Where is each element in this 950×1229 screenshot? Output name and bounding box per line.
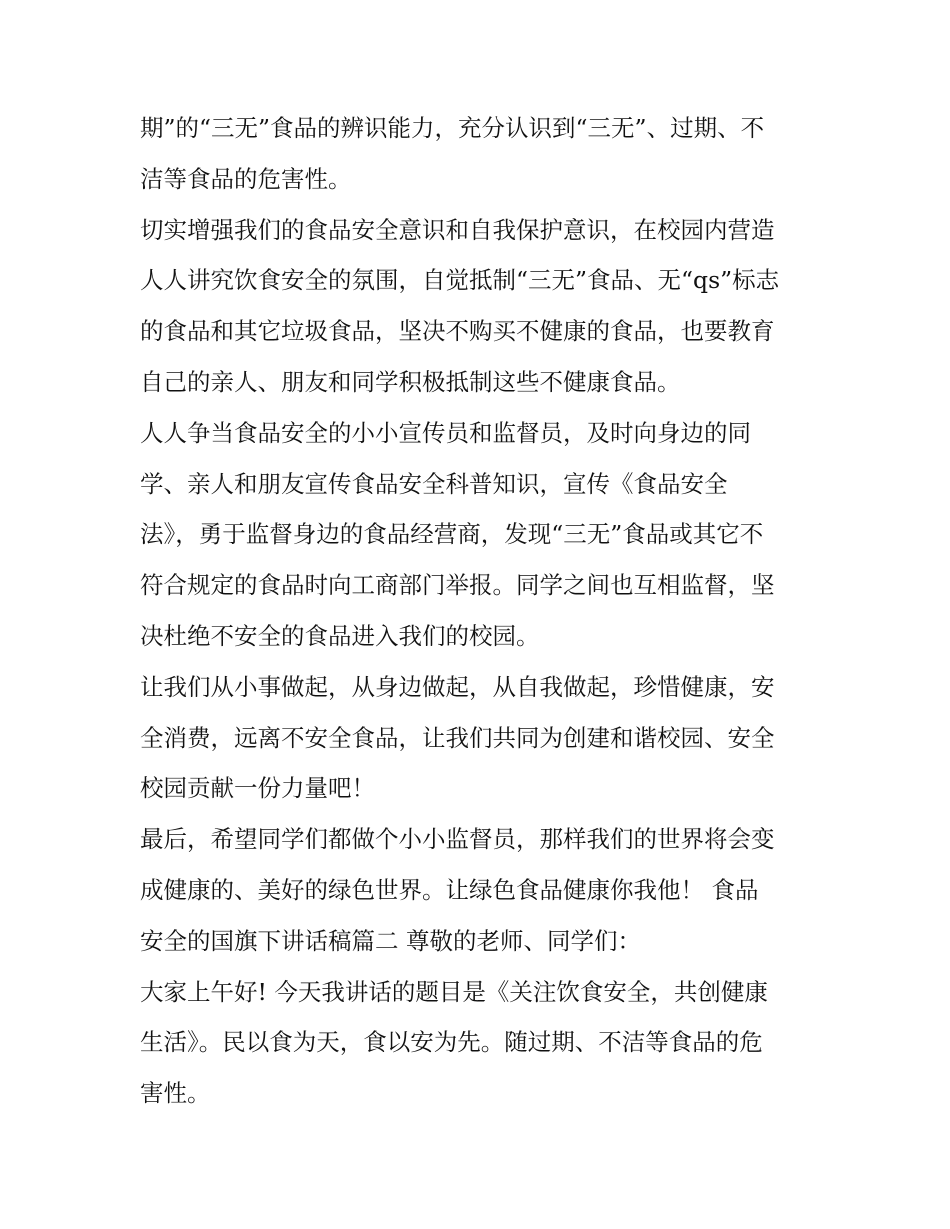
text-line-19: 生活》。民以食为天，食以安为先。随过期、不洁等食品的危 — [140, 1028, 763, 1057]
text-line-1: 期”的“三无”食品的辨识能力，充分认识到“三无”、过期、不 — [140, 114, 765, 142]
text-line-3: 切实增强我们的食品安全意识和自我保护意识，在校园内营造 — [140, 215, 775, 244]
text-line-8: 学、亲人和朋友宣传食品安全科普知识，宣传《食品安全 — [140, 469, 728, 498]
text-line-9: 法》，勇于监督身边的食品经营商，发现“三无”食品或其它不 — [140, 520, 764, 549]
text-line-2: 洁等食品的危害性。 — [140, 164, 352, 193]
text-line-10: 符合规定的食品时向工商部门举报。同学之间也互相监督，坚 — [140, 571, 775, 600]
text-line-20: 害性。 — [140, 1079, 211, 1108]
text-line-14: 校园贡献一份力量吧！ — [140, 774, 375, 803]
text-line-6: 自己的亲人、朋友和同学积极抵制这些不健康食品。 — [140, 367, 681, 396]
text-line-5: 的食品和其它垃圾食品，坚决不购买不健康的食品，也要教育 — [140, 317, 775, 346]
text-line-16: 成健康的、美好的绿色世界。让绿色食品健康你我他！ 食品 — [140, 875, 759, 904]
text-line-12: 让我们从小事做起，从身边做起，从自我做起，珍惜健康，安 — [140, 672, 775, 701]
text-line-4: 人人讲究饮食安全的氛围，自觉抵制“三无”食品、无“qs”标志 — [140, 266, 780, 295]
text-line-11: 决杜绝不安全的食品进入我们的校园。 — [140, 621, 540, 650]
text-line-7: 人人争当食品安全的小小宣传员和监督员，及时向身边的同 — [140, 418, 751, 447]
text-line-18: 大家上午好! 今天我讲话的题目是《关注饮食安全，共创健康 — [140, 977, 768, 1006]
document-body — [140, 103, 840, 1119]
text-line-17: 安全的国旗下讲话稿篇二 尊敬的老师、同学们： — [140, 926, 641, 955]
text-line-15: 最后，希望同学们都做个小小监督员，那样我们的世界将会变 — [140, 825, 775, 854]
text-line-13: 全消费，远离不安全食品，让我们共同为创建和谐校园、安全 — [140, 723, 775, 752]
